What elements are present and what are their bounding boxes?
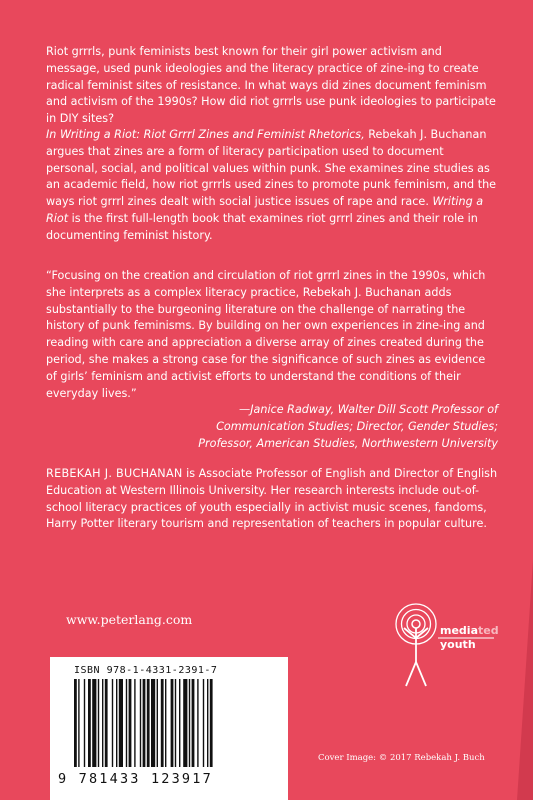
barcode-bar [116, 679, 117, 767]
barcode-bar [102, 679, 103, 767]
logo-word-mediated [440, 624, 499, 637]
barcode-bar [165, 679, 166, 767]
barcode-bar [197, 679, 198, 767]
blurb-paragraph-1: Riot grrrls, punk feminists best known for their girl power activism and message, used punk ideologies and the literacy practice of zine-ing to create radical feminist sites of resistance. In what ways did zines document feminism and activism of the 1990s? How did riot grrrls use punk ideologies to participate in DIY sites? [46, 45, 496, 126]
barcode-bar [192, 679, 195, 767]
barcode-bar [175, 679, 176, 767]
barcode-bar [147, 679, 150, 767]
review-attribution-3: Professor, American Studies, Northwestern University [198, 436, 498, 450]
blurb-text-b: is the first full-length book that examines riot grrrl zines and their role in documenting feminist history. [46, 211, 478, 242]
logo-word-mediated-b: ted [478, 624, 499, 637]
logo-word-youth: youth [440, 638, 476, 651]
blurb-title-italic: In Writing a Riot: Riot Grrrl Zines and Feminist Rhetorics, [46, 128, 365, 141]
cover-image-credit: Cover Image: © 2017 Rebekah J. Buch [318, 753, 485, 763]
barcode-bar [74, 679, 77, 767]
review-attribution-1: —Janice Radway, Walter Dill Scott Professor of [239, 403, 498, 417]
isbn-label: ISBN 978-1-4331-2391-7 [74, 665, 218, 676]
logo-word-mediated-a: media [440, 624, 478, 637]
barcode-bar [134, 679, 135, 767]
author-bio [46, 466, 498, 533]
barcode-bar [84, 679, 85, 767]
barcode-bar [171, 679, 174, 767]
review-quote: “Focusing on the creation and circulation of riot grrrl zines in the 1990s, which she interprets as a complex literacy practice, Rebekah J. Buchanan adds substantially to the burgeoning literature on the challenge of narrating the history of punk feminisms. By building on her own experiences in zine-ing and reading with care and appreciation a diverse array of zines created during the period, she makes a strong case for the significance of such zines as evidence of girls’ feminism and activist efforts to understand the conditions of their everyday lives.” [46, 269, 486, 400]
barcode-bar [189, 679, 190, 767]
barcode-bar [143, 679, 146, 767]
barcode-bar [183, 679, 187, 767]
barcode-bar [207, 679, 208, 767]
publisher-url[interactable]: www.peterlang.com [66, 612, 193, 627]
barcode-bar [88, 679, 91, 767]
barcode-bar [129, 679, 132, 767]
barcode-bar [157, 679, 158, 767]
barcode-bar [119, 679, 123, 767]
barcode-bars [74, 679, 274, 771]
barcode-bar [92, 679, 96, 767]
barcode-bar [140, 679, 141, 767]
barcode-bar [98, 679, 99, 767]
barcode-bar [105, 679, 108, 767]
blurb-book-italic: Writing a Riot [46, 195, 484, 225]
author-name: REBEKAH J. BUCHANAN [46, 467, 183, 480]
barcode-bar [179, 679, 180, 767]
barcode-bar [161, 679, 164, 767]
barcode-bar [112, 679, 113, 767]
barcode-bar [126, 679, 127, 767]
review-attribution-2: Communication Studies; Director, Gender Studies; [216, 420, 498, 434]
blurb-paragraph-2 [46, 127, 498, 245]
review-block [46, 268, 498, 453]
barcode-bar [78, 679, 79, 767]
ean-digits: 9 781433 123917 [58, 771, 213, 787]
blurb-text-a: Rebekah J. Buchanan argues that zines are a form of literacy participation used to document personal, social, and political values within punk. She examines zine studies as an academic field, how riot grrrls used zines to promote punk feminism, and the ways riot grrrl zines dealt with social justice issues of rape and race. [46, 128, 497, 209]
barcode-bar [210, 679, 213, 767]
barcode-bar [151, 679, 155, 767]
barcode-panel [50, 657, 288, 800]
spine-edge-decoration [511, 0, 533, 800]
barcode-bar [203, 679, 204, 767]
author-bio-text: is Associate Professor of English and Director of English Education at Western Illinois University. Her research interests include out-of-school literacy practices of youth especially in activist music scenes, fandoms, Harry Potter literary tourism and representation of teachers in popular culture. [46, 467, 498, 531]
